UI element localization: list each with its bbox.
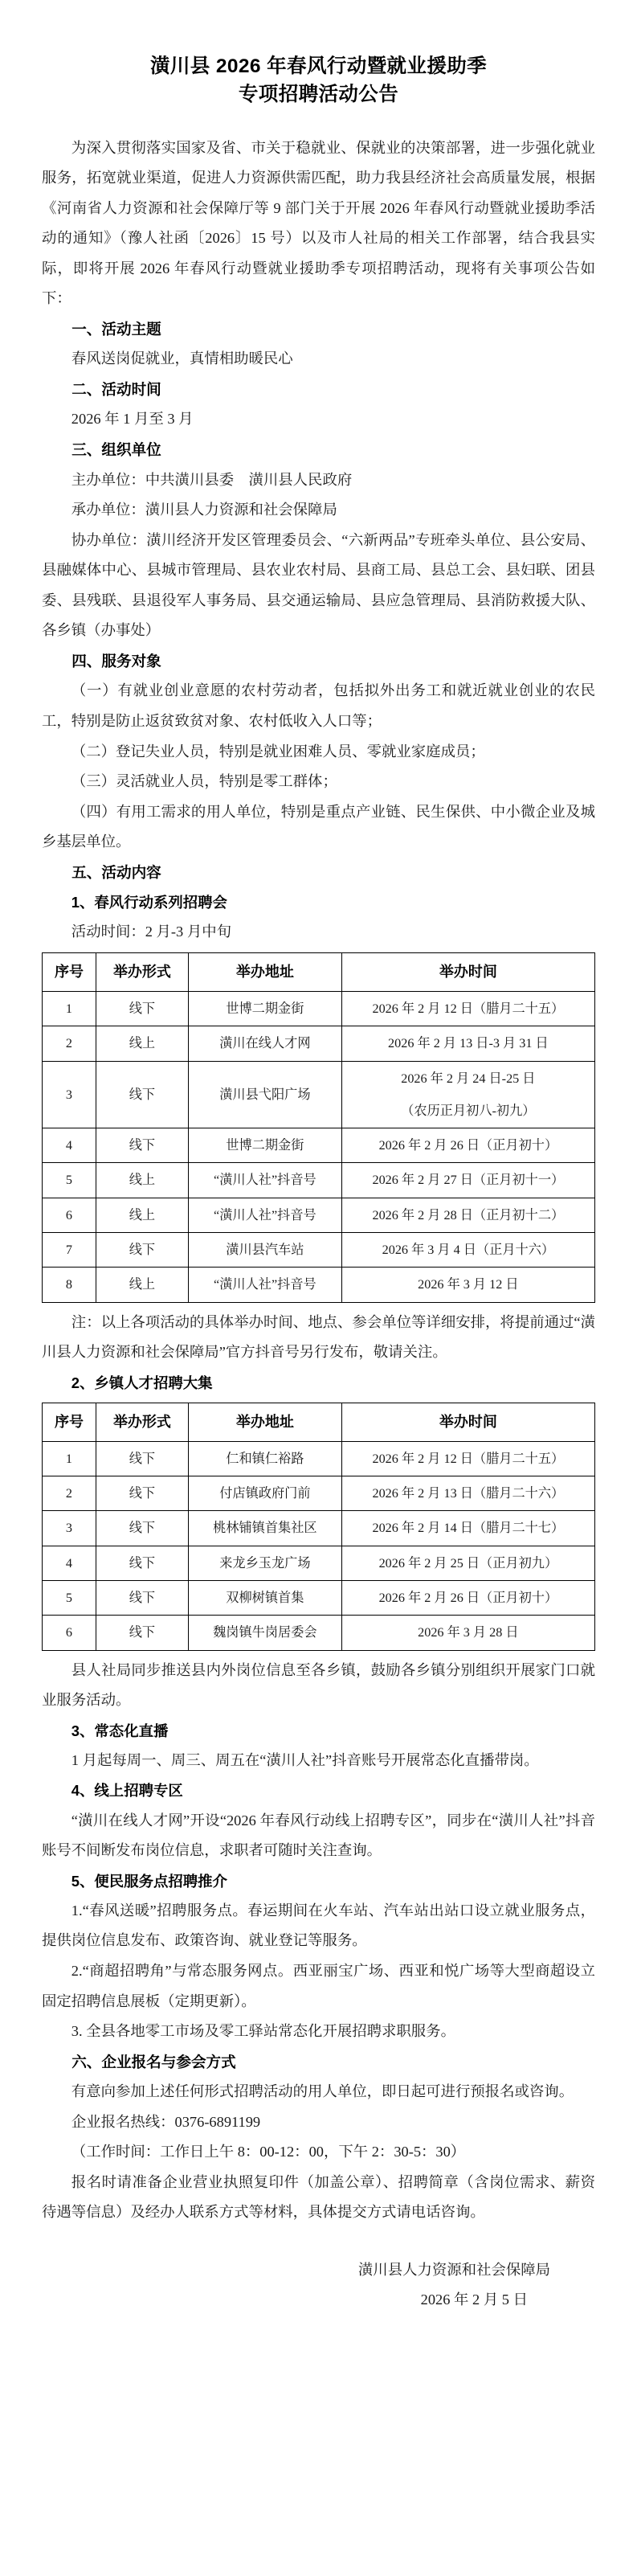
cell-time: 2026 年 2 月 28 日（正月初十二） [341, 1198, 594, 1232]
cell-form: 线上 [96, 1163, 188, 1198]
cell-address: 桃林铺镇首集社区 [188, 1511, 341, 1546]
table-header-row [43, 952, 595, 991]
table-row [43, 1441, 595, 1476]
cell-form: 线下 [96, 1441, 188, 1476]
cell-time: 2026 年 2 月 12 日（腊月二十五） [341, 1441, 594, 1476]
time-content: 2026 年 1 月至 3 月 [71, 411, 194, 428]
table-row [43, 1128, 595, 1163]
title-line-1: 潢川县 2026 年春风行动暨就业援助季 [149, 55, 488, 77]
cell-address: 来龙乡玉龙广场 [188, 1546, 341, 1580]
cell-address: 潢川在线人才网 [188, 1026, 341, 1061]
cell-form: 线下 [96, 1511, 188, 1546]
table-row [43, 1198, 595, 1232]
cell-time: 2026 年 2 月 13 日-3 月 31 日 [341, 1026, 594, 1061]
cell-time: 2026 年 2 月 27 日（正月初十一） [341, 1163, 594, 1198]
cell-no: 5 [43, 1163, 96, 1198]
signature-organization: 潢川县人力资源和社会保障局 [357, 2261, 550, 2278]
column-header-form: 举办形式 [96, 1403, 188, 1441]
table-row [43, 1163, 595, 1198]
livestream-content: 1 月起每周一、周三、周五在“潢川人社”抖音账号开展常态化直播带岗。 [71, 1751, 539, 1768]
activity-heading-livestream: 3、常态化直播 [71, 1722, 169, 1739]
table-row [43, 1581, 595, 1616]
column-header-no: 序号 [43, 1403, 96, 1441]
column-header-address: 举办地址 [188, 952, 341, 991]
online-zone-content: “潢川在线人才网”开设“2026 年春风行动线上招聘专区”，同步在“潢川人社”抖音账号不间断发布岗位信息，求职者可随时关注查询。 [42, 1812, 595, 1859]
cell-form: 线上 [96, 1198, 188, 1232]
cell-no: 8 [43, 1268, 96, 1302]
section-heading-organizers: 三、组织单位 [71, 441, 161, 459]
cell-time: 2026 年 2 月 14 日（腊月二十七） [341, 1511, 594, 1546]
document-body [42, 133, 595, 2228]
cell-form: 线下 [96, 1616, 188, 1650]
cell-no: 5 [43, 1581, 96, 1616]
cell-no: 1 [43, 991, 96, 1026]
cell-time: 2026 年 3 月 28 日 [341, 1616, 594, 1650]
cell-address: 仁和镇仁裕路 [188, 1441, 341, 1476]
section-heading-registration: 六、企业报名与参会方式 [71, 2053, 236, 2070]
table-row [43, 1476, 595, 1511]
cell-form: 线下 [96, 1581, 188, 1616]
cell-time: 2026 年 2 月 12 日（腊月二十五） [341, 991, 594, 1026]
section-heading-activities: 五、活动内容 [71, 863, 161, 881]
cell-no: 3 [43, 1511, 96, 1546]
theme-content: 春风送岗促就业，真情相助暖民心 [71, 350, 293, 367]
table-row [43, 1511, 595, 1546]
table-row [43, 1233, 595, 1268]
cell-time-main: 2026 年 2 月 24 日-25 日 [401, 1071, 536, 1086]
cell-form: 线下 [96, 1233, 188, 1268]
cell-no: 6 [43, 1198, 96, 1232]
cell-form: 线上 [96, 1268, 188, 1302]
registration-intro: 有意向参加上述任何形式招聘活动的用人单位，即日起可进行预报名或咨询。 [71, 2083, 574, 2100]
cell-address: “潢川人社”抖音号 [188, 1268, 341, 1302]
township-schedule-table [42, 1403, 595, 1651]
organizer-coorganizer: 协办单位：潢川经济开发区管理委员会、“六新两品”专班牵头单位、县公安局、县融媒体中心、县城市管理局、县农业农村局、县商工局、县总工会、县妇联、团县委、县残联、县退役军人事务局、县交通运输局、县应急管理局、县消防救援大队、各乡镇（办事处） [42, 531, 595, 639]
table-row [43, 1026, 595, 1061]
table-row [43, 1616, 595, 1650]
cell-no: 1 [43, 1441, 96, 1476]
cell-no: 2 [43, 1476, 96, 1511]
organizer-undertaker: 承办单位：潢川县人力资源和社会保障局 [71, 502, 337, 518]
registration-office-hours: （工作时间：工作日上午 8：00-12：00，下午 2：30-5：30） [71, 2144, 466, 2160]
table-header-row [43, 1403, 595, 1441]
table-row [43, 1268, 595, 1302]
cell-address: 潢川县汽车站 [188, 1233, 341, 1268]
table-row [43, 1546, 595, 1580]
section-heading-theme: 一、活动主题 [71, 320, 161, 338]
column-header-form: 举办形式 [96, 952, 188, 991]
intro-paragraph: 为深入贯彻落实国家及省、市关于稳就业、保就业的决策部署，进一步强化就业服务，拓宽就业渠道，促进人力资源供需匹配，助力我县经济社会高质量发展，根据《河南省人力资源和社会保障厅等 9 部门关于开展 2026 年春风行动暨就业援助季活动的通知》（豫人社函〔2026〕15 号）以及市人社局的相关工作部署，结合我县实际，即将开展 2026 年春风行动暨就业援助季专项招聘活动，现将有关事项公告如下： [42, 139, 595, 307]
cell-no: 6 [43, 1616, 96, 1650]
section-heading-time: 二、活动时间 [71, 380, 161, 398]
cell-time [341, 1061, 594, 1128]
cell-address: 付店镇政府门前 [188, 1476, 341, 1511]
table-row [43, 1061, 595, 1128]
spring-action-schedule-table [42, 952, 595, 1303]
registration-hotline: 企业报名热线：0376-6891199 [71, 2113, 261, 2130]
spring-fairs-note: 注：以上各项活动的具体举办时间、地点、参会单位等详细安排，将提前通过“潢川县人力资源和社会保障局”官方抖音号另行发布，敬请关注。 [42, 1313, 595, 1361]
service-point-1: 1.“春风送暖”招聘服务点。春运期间在火车站、汽车站出站口设立就业服务点，提供岗位信息发布、政策咨询、就业登记等服务。 [42, 1902, 595, 1949]
signature-date: 2026 年 2 月 5 日 [420, 2291, 528, 2308]
cell-form: 线下 [96, 1128, 188, 1163]
column-header-time: 举办时间 [341, 952, 594, 991]
column-header-time: 举办时间 [341, 1403, 594, 1441]
title-line-2: 专项招聘活动公告 [238, 83, 399, 105]
cell-time: 2026 年 3 月 12 日 [341, 1268, 594, 1302]
service-point-2: 2.“商超招聘角”与常态服务网点。西亚丽宝广场、西亚和悦广场等大型商超设立固定招聘信息展板（定期更新）。 [42, 1963, 595, 2009]
cell-address: “潢川人社”抖音号 [188, 1198, 341, 1232]
cell-no: 4 [43, 1546, 96, 1580]
column-header-address: 举办地址 [188, 1403, 341, 1441]
registration-materials: 报名时请准备企业营业执照复印件（加盖公章）、招聘简章（含岗位需求、薪资待遇等信息）及经办人联系方式等材料，具体提交方式请电话咨询。 [42, 2173, 595, 2221]
cell-time: 2026 年 2 月 26 日（正月初十） [341, 1581, 594, 1616]
cell-time: 2026 年 3 月 4 日（正月十六） [341, 1233, 594, 1268]
service-target-item-4: （四）有用工需求的用人单位，特别是重点产业链、民生保供、中小微企业及城乡基层单位。 [42, 803, 595, 850]
cell-no: 4 [43, 1128, 96, 1163]
activity-heading-spring-fairs: 1、春风行动系列招聘会 [71, 894, 227, 911]
cell-address: 潢川县弋阳广场 [188, 1061, 341, 1128]
service-target-item-3: （三）灵活就业人员，特别是零工群体； [71, 773, 337, 790]
spring-fairs-time-label: 活动时间：2 月-3 月中旬 [71, 924, 232, 940]
organizer-host: 主办单位：中共潢川县委 潢川县人民政府 [71, 471, 353, 488]
cell-time: 2026 年 2 月 25 日（正月初九） [341, 1546, 594, 1580]
cell-address: 魏岗镇牛岗居委会 [188, 1616, 341, 1650]
section-heading-service-targets: 四、服务对象 [71, 652, 161, 670]
page-title [42, 53, 595, 109]
cell-form: 线下 [96, 1546, 188, 1580]
cell-form: 线下 [96, 1476, 188, 1511]
cell-no: 2 [43, 1026, 96, 1061]
activity-heading-service-points: 5、便民服务点招聘推介 [71, 1872, 227, 1890]
cell-address: “潢川人社”抖音号 [188, 1163, 341, 1198]
cell-address: 双柳树镇首集 [188, 1581, 341, 1616]
township-note: 县人社局同步推送县内外岗位信息至各乡镇，鼓励各乡镇分别组织开展家门口就业服务活动。 [42, 1661, 595, 1709]
cell-time: 2026 年 2 月 26 日（正月初十） [341, 1128, 594, 1163]
cell-form: 线下 [96, 1061, 188, 1128]
cell-form: 线下 [96, 991, 188, 1026]
cell-no: 3 [43, 1061, 96, 1128]
service-target-item-2: （二）登记失业人员，特别是就业困难人员、零就业家庭成员； [71, 743, 485, 760]
activity-heading-township-fairs: 2、乡镇人才招聘大集 [71, 1374, 213, 1391]
signature-block [42, 2255, 595, 2315]
cell-form: 线上 [96, 1026, 188, 1061]
service-target-item-1: （一）有就业创业意愿的农村劳动者，包括拟外出务工和就近就业创业的农民工，特别是防止返贫致贫对象、农村低收入人口等； [42, 682, 595, 729]
cell-address: 世博二期金街 [188, 991, 341, 1026]
cell-no: 7 [43, 1233, 96, 1268]
column-header-no: 序号 [43, 952, 96, 991]
table-row [43, 991, 595, 1026]
cell-address: 世博二期金街 [188, 1128, 341, 1163]
cell-time: 2026 年 2 月 13 日（腊月二十六） [341, 1476, 594, 1511]
cell-time-lunar: （农历正月初八-初九） [401, 1103, 536, 1118]
activity-heading-online-zone: 4、线上招聘专区 [71, 1782, 183, 1800]
service-point-3: 3. 全县各地零工市场及零工驿站常态化开展招聘求职服务。 [71, 2023, 455, 2040]
